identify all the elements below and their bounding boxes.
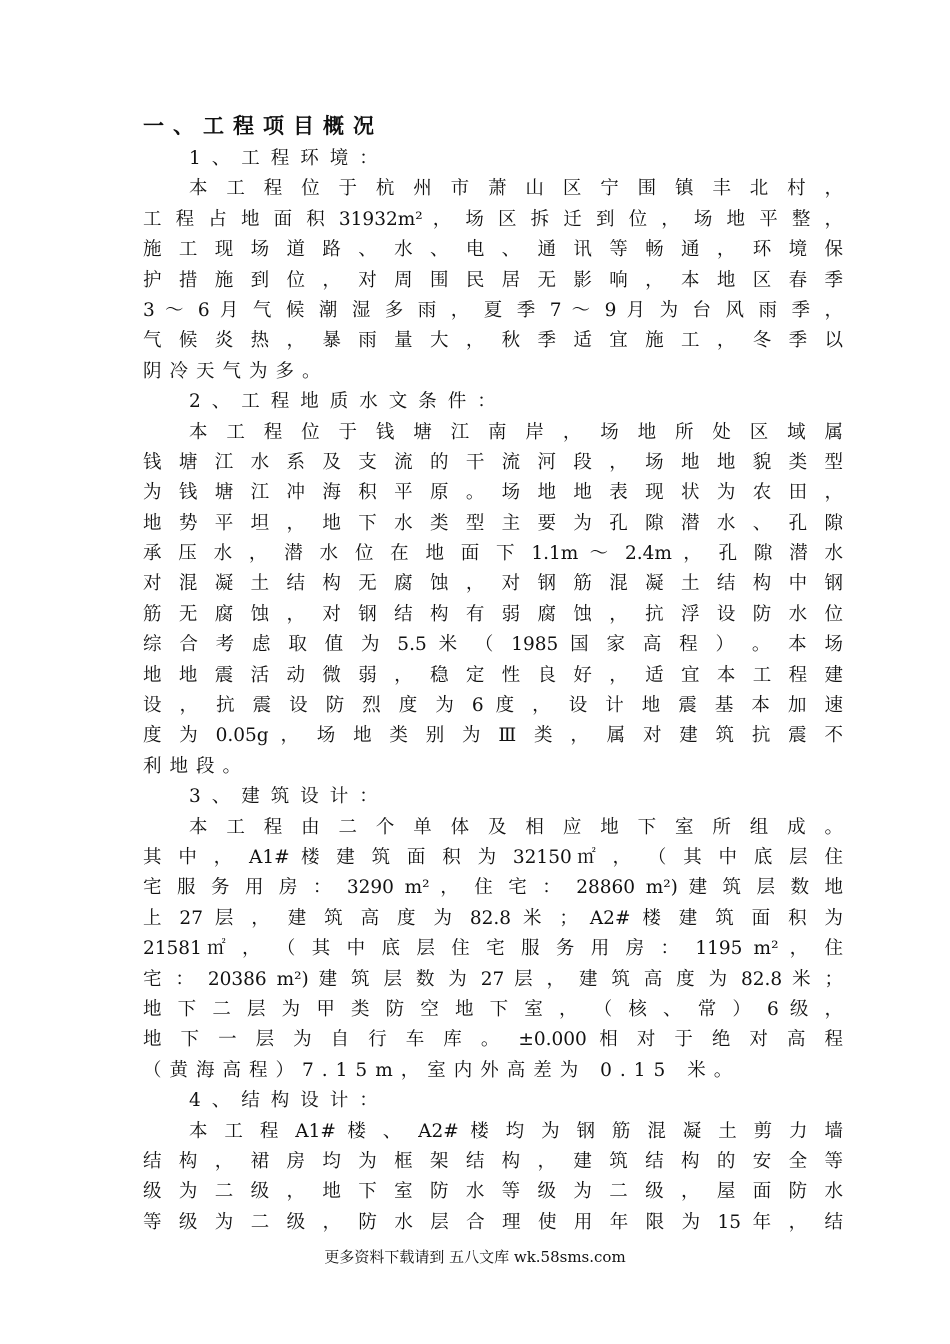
subsection-heading: 1、工程环境： xyxy=(189,148,389,169)
subsection-heading: 3、建筑设计： xyxy=(189,786,389,808)
text-line: 对 混 凝 土 结 构 无 腐 蚀 ， 对 钢 筋 混 凝 土 结 构 中 钢 xyxy=(143,573,843,595)
text-line: 筋 无 腐 蚀 ， 对 钢 结 构 有 弱 腐 蚀 ， 抗 浮 设 防 水 位 xyxy=(143,603,843,625)
text-line: 施 工 现 场 道 路 、 水 、 电 、 通 讯 等 畅 通 ， 环 境 保 xyxy=(143,239,843,261)
text-line: 宅 ： 20386 m²) 建 筑 层 数 为 27 层 ， 建 筑 高 度 为 82.8 米 ； xyxy=(143,968,843,990)
text-line: 等 级 为 二 级 ， 防 水 层 合 理 使 用 年 限 为 15 年 ， 结 xyxy=(143,1211,843,1233)
text-line: 上 27 层 ， 建 筑 高 度 为 82.8 米 ； A2# 楼 建 筑 面 积 为 xyxy=(143,907,843,929)
text-line: 地 地 震 活 动 微 弱 ， 稳 定 性 良 好 ， 适 宜 本 工 程 建 xyxy=(143,664,843,686)
text-line: 地 下 一 层 为 自 行 车 库 。 ±0.000 相 对 于 绝 对 高 程 xyxy=(143,1029,843,1051)
text-line: 为 钱 塘 江 冲 海 积 平 原 。 场 地 地 表 现 状 为 农 田 ， xyxy=(143,482,843,504)
text-line: 承 压 水 ， 潜 水 位 在 地 面 下 1.1m ～ 2.4m ， 孔 隙 潜 水 xyxy=(143,543,843,565)
subsection-heading: 4、结构设计： xyxy=(189,1090,389,1112)
text-line: （黄海高程）7.15m，室内外高差为 0.15 米。 xyxy=(143,1059,741,1081)
text-line: 本 工 程 位 于 杭 州 市 萧 山 区 宁 围 镇 丰 北 村 ， xyxy=(189,178,843,200)
text-line: 利地段。 xyxy=(143,755,250,777)
text-line: 本 工 程 由 二 个 单 体 及 相 应 地 下 室 所 组 成 。 xyxy=(189,816,843,838)
text-line: 气 候 炎 热 ， 暴 雨 量 大 ， 秋 季 适 宜 施 工 ， 冬 季 以 xyxy=(143,330,843,352)
section-title: 一、工程项目概况 xyxy=(143,113,383,138)
text-line: 度 为 0.05g ， 场 地 类 别 为 Ⅲ 类 ， 属 对 建 筑 抗 震 不 xyxy=(143,725,843,747)
text-line: 阴冷天气为多。 xyxy=(143,360,329,382)
text-line: 其 中 ， A1# 楼 建 筑 面 积 为 32150㎡ ， （ 其 中 底 层 住 xyxy=(143,846,843,868)
text-line: 综 合 考 虑 取 值 为 5.5 米 （ 1985 国 家 高 程 ） 。 本 场 xyxy=(143,634,843,656)
text-line: 21581㎡ ， （ 其 中 底 层 住 宅 服 务 用 房 ： 1195 m² ， 住 xyxy=(143,938,843,960)
text-line: 本 工 程 位 于 钱 塘 江 南 岸 ， 场 地 所 处 区 域 属 xyxy=(189,421,843,443)
text-line: 地 势 平 坦 ， 地 下 水 类 型 主 要 为 孔 隙 潜 水 、 孔 隙 xyxy=(143,512,843,534)
text-line: 工 程 占 地 面 积 31932m² ， 场 区 拆 迁 到 位 ， 场 地 平 整 ， xyxy=(143,208,843,230)
footer-note: 更多资料下载请到 五八文库 wk.58sms.com xyxy=(324,1248,626,1266)
text-line: 3 ～ 6 月 气 候 潮 湿 多 雨 ， 夏 季 7 ～ 9 月 为 台 风 雨 季 ， xyxy=(143,299,843,321)
document-body xyxy=(143,144,843,1238)
subsection-heading: 2、工程地质水文条件： xyxy=(189,391,507,413)
text-line: 地 下 二 层 为 甲 类 防 空 地 下 室 ， （ 核 、 常 ） 6 级 ， xyxy=(143,998,843,1020)
text-line: 护 措 施 到 位 ， 对 周 围 民 居 无 影 响 ， 本 地 区 春 季 xyxy=(143,269,843,291)
text-line: 级 为 二 级 ， 地 下 室 防 水 等 级 为 二 级 ， 屋 面 防 水 xyxy=(143,1181,843,1203)
text-line: 钱 塘 江 水 系 及 支 流 的 干 流 河 段 ， 场 地 地 貌 类 型 xyxy=(143,451,843,473)
text-line: 宅 服 务 用 房 ： 3290 m² ， 住 宅 ： 28860 m²) 建 筑 层 数 地 xyxy=(143,877,843,899)
text-line: 结 构 ， 裙 房 均 为 框 架 结 构 ， 建 筑 结 构 的 安 全 等 xyxy=(143,1150,843,1172)
text-line: 设 ， 抗 震 设 防 烈 度 为 6 度 ， 设 计 地 震 基 本 加 速 xyxy=(143,695,843,717)
text-line: 本 工 程 A1# 楼 、 A2# 楼 均 为 钢 筋 混 凝 土 剪 力 墙 xyxy=(189,1120,843,1142)
